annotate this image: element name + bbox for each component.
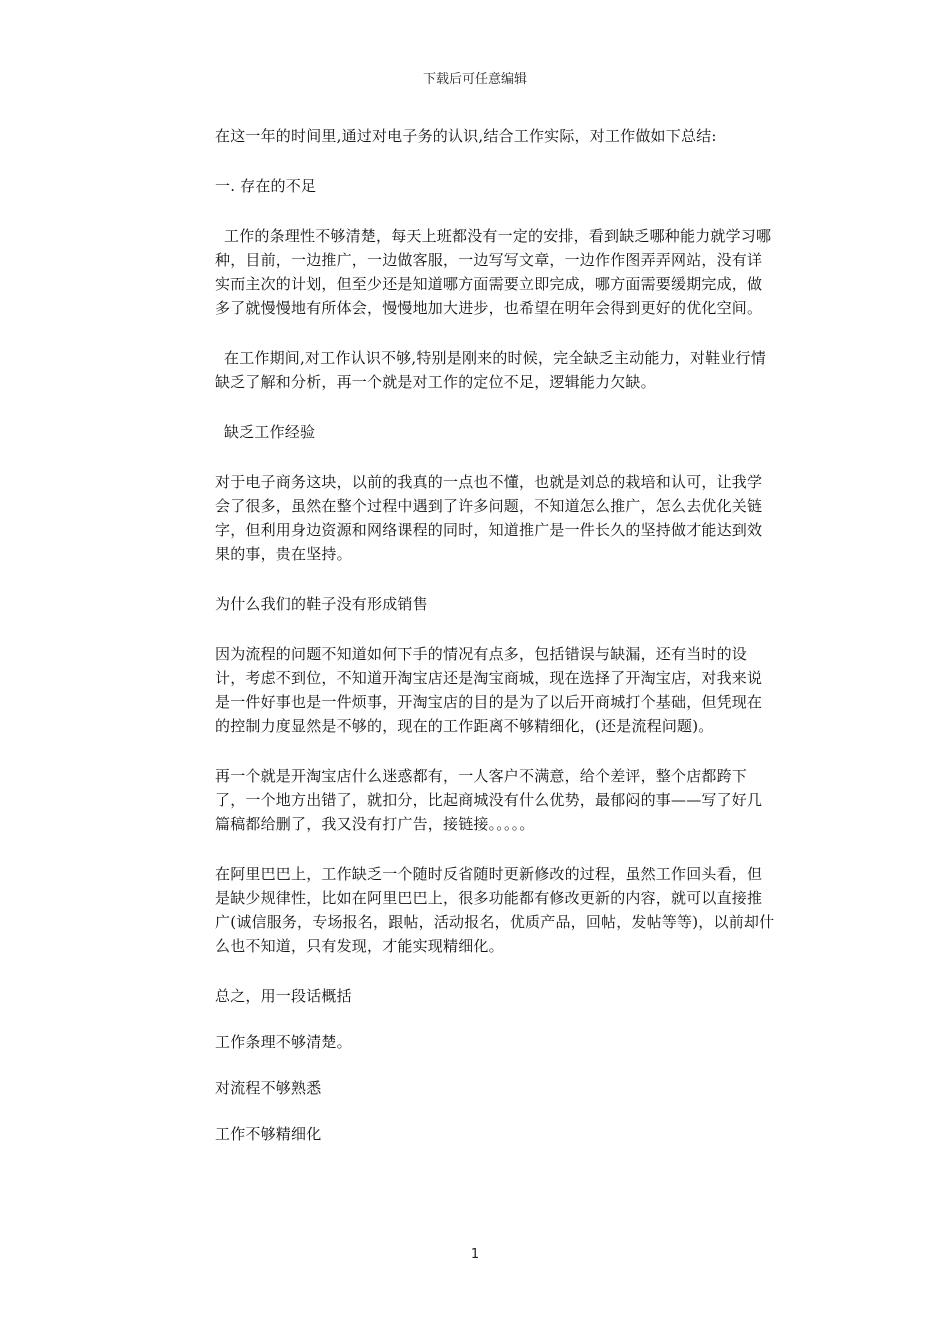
paragraph-summary-intro: 总之，用一段话概括 [215, 987, 352, 1005]
paragraph-alibaba: 在阿里巴巴上，工作缺乏一个随时反省随时更新修改的过程，虽然工作回头看，但是缺少规律性，比如在阿里巴巴上，很多功能都有修改更新的内容，就可以直接推广(诚信服务，专场报名，跟帖，活动报名，优质产品，回帖，发帖等等)，以前却什么也不知道，只有发现，才能实现精细化。 [215, 865, 775, 955]
document-body [215, 124, 775, 1168]
page-header: 下载后可任意编辑 [422, 72, 527, 87]
summary-item-1: 工作条理不够清楚。 [215, 1033, 352, 1051]
paragraph-intro: 在这一年的时间里,通过对电子务的认识,结合工作实际，对工作做如下总结: [215, 127, 717, 145]
paragraph-ecommerce: 对于电子商务这块，以前的我真的一点也不懂，也就是刘总的栽培和认可，让我学会了很多，虽然在整个过程中遇到了许多问题，不知道怎么推广，怎么去优化关链字，但利用身边资源和网络课程的同时，知道推广是一件长久的坚持做才能达到效果的事，贵在坚持。 [215, 473, 763, 563]
page-number: 1 [470, 1247, 480, 1262]
subheading-no-sales: 为什么我们的鞋子没有形成销售 [215, 595, 428, 613]
summary-item-2: 对流程不够熟悉 [215, 1079, 322, 1097]
section-heading-shortcomings: 一. 存在的不足 [215, 177, 317, 195]
paragraph-organization: 工作的条理性不够清楚，每天上班都没有一定的安排，看到缺乏哪种能力就学习哪种，目前，一边推广，一边做客服，一边写写文章，一边作作图弄弄网站，没有详实而主次的计划，但至少还是知道哪方面需要立即完成，哪方面需要缓期完成，做多了就慢慢地有所体会，慢慢地加大进步，也希望在明年会得到更好的优化空间。 [215, 227, 772, 317]
paragraph-taobao: 再一个就是开淘宝店什么迷惑都有，一人客户不满意，给个差评，整个店都跨下了，一个地方出错了，就扣分，比起商城没有什么优势，最郁闷的事——写了好几篇稿都给删了，我又没有打广告，接链接。。。。。 [215, 767, 763, 833]
subheading-lack-experience: 缺乏工作经验 [224, 423, 316, 441]
paragraph-process: 因为流程的问题不知道如何下手的情况有点多，包括错误与缺漏，还有当时的设计，考虑不到位，不知道开淘宝店还是淘宝商城，现在选择了开淘宝店，对我来说是一件好事也是一件烦事，开淘宝店的目的是为了以后开商城打个基础，但凭现在的控制力度显然是不够的，现在的工作距离不够精细化，(还是流程问题)。 [215, 645, 763, 735]
summary-item-3: 工作不够精细化 [215, 1125, 322, 1143]
paragraph-work-awareness: 在工作期间,对工作认识不够,特别是刚来的时候，完全缺乏主动能力，对鞋业行情缺乏了解和分析，再一个就是对工作的定位不足，逻辑能力欠缺。 [215, 349, 766, 391]
